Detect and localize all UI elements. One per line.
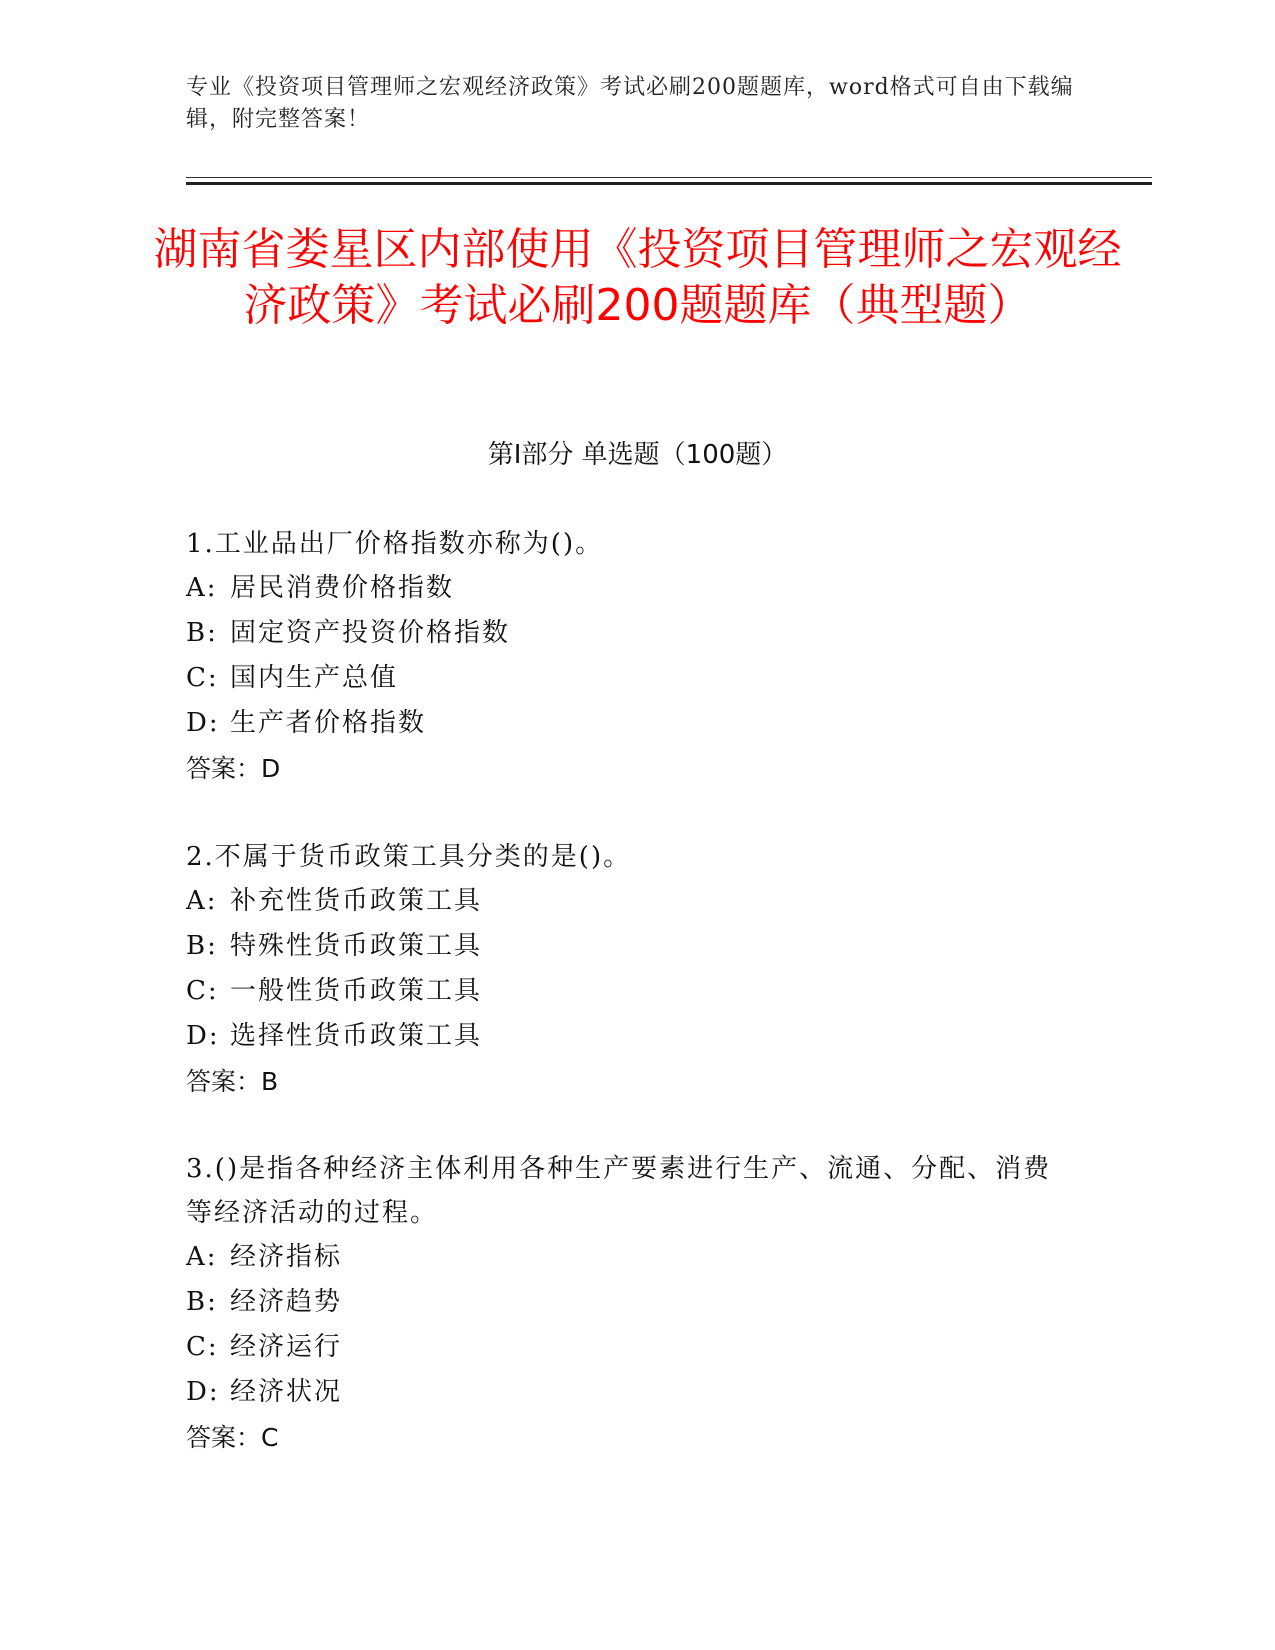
section-title: 第I部分 单选题（100题） [487, 440, 788, 470]
question-option-c [186, 969, 1066, 1014]
option-text: 经济指标 [230, 1242, 343, 1272]
question-option-b [186, 1280, 1066, 1325]
question-stem: 3.()是指各种经济主体利用各种生产要素进行生产、流通、分配、消费等经济活动的过程。 [186, 1154, 1052, 1228]
option-text: 补充性货币政策工具 [230, 886, 483, 916]
question-option-d [186, 1014, 1066, 1059]
question-option-d [186, 1370, 1066, 1415]
question-option-c [186, 656, 1066, 701]
option-letter: B: [186, 931, 218, 961]
option-text: 经济运行 [230, 1332, 343, 1362]
option-letter: B: [186, 618, 218, 648]
question-option-c [186, 1325, 1066, 1370]
question-answer: 答案：B [186, 1067, 279, 1096]
option-text: 选择性货币政策工具 [230, 1021, 483, 1051]
question-option-a [186, 879, 1066, 924]
option-text: 经济趋势 [230, 1287, 343, 1317]
option-text: 国内生产总值 [230, 663, 399, 693]
question-stem: 1.工业品出厂价格指数亦称为()。 [186, 529, 604, 559]
header-rule-thin [186, 177, 1152, 178]
option-letter: A: [186, 886, 218, 916]
option-text: 居民消费价格指数 [230, 573, 455, 603]
document-title: 湖南省娄星区内部使用《投资项目管理师之宏观经济政策》考试必刷200题题库（典型题） [153, 224, 1122, 331]
header-note: 专业《投资项目管理师之宏观经济政策》考试必刷200题题库，word格式可自由下载编辑，附完整答案！ [186, 75, 1074, 132]
question-option-a [186, 566, 1066, 611]
option-text: 生产者价格指数 [230, 708, 427, 738]
option-letter: D: [186, 1377, 220, 1407]
option-letter: C: [186, 976, 219, 1006]
option-text: 特殊性货币政策工具 [230, 931, 483, 961]
option-letter: D: [186, 1021, 220, 1051]
question-answer: 答案：C [186, 1423, 279, 1452]
question-answer: 答案：D [186, 754, 281, 783]
option-letter: B: [186, 1287, 218, 1317]
option-letter: D: [186, 708, 220, 738]
question-option-d [186, 701, 1066, 746]
option-letter: A: [186, 573, 218, 603]
question-item [186, 1147, 1066, 1461]
option-text: 经济状况 [230, 1377, 343, 1407]
question-option-a [186, 1235, 1066, 1280]
question-option-b [186, 924, 1066, 969]
question-item [186, 522, 1066, 792]
question-stem: 2.不属于货币政策工具分类的是()。 [186, 842, 632, 872]
option-letter: C: [186, 663, 219, 693]
option-text: 固定资产投资价格指数 [230, 618, 511, 648]
option-letter: C: [186, 1332, 219, 1362]
option-text: 一般性货币政策工具 [230, 976, 483, 1006]
question-option-b [186, 611, 1066, 656]
option-letter: A: [186, 1242, 218, 1272]
header-rule-thick [186, 182, 1152, 185]
question-item [186, 835, 1066, 1105]
